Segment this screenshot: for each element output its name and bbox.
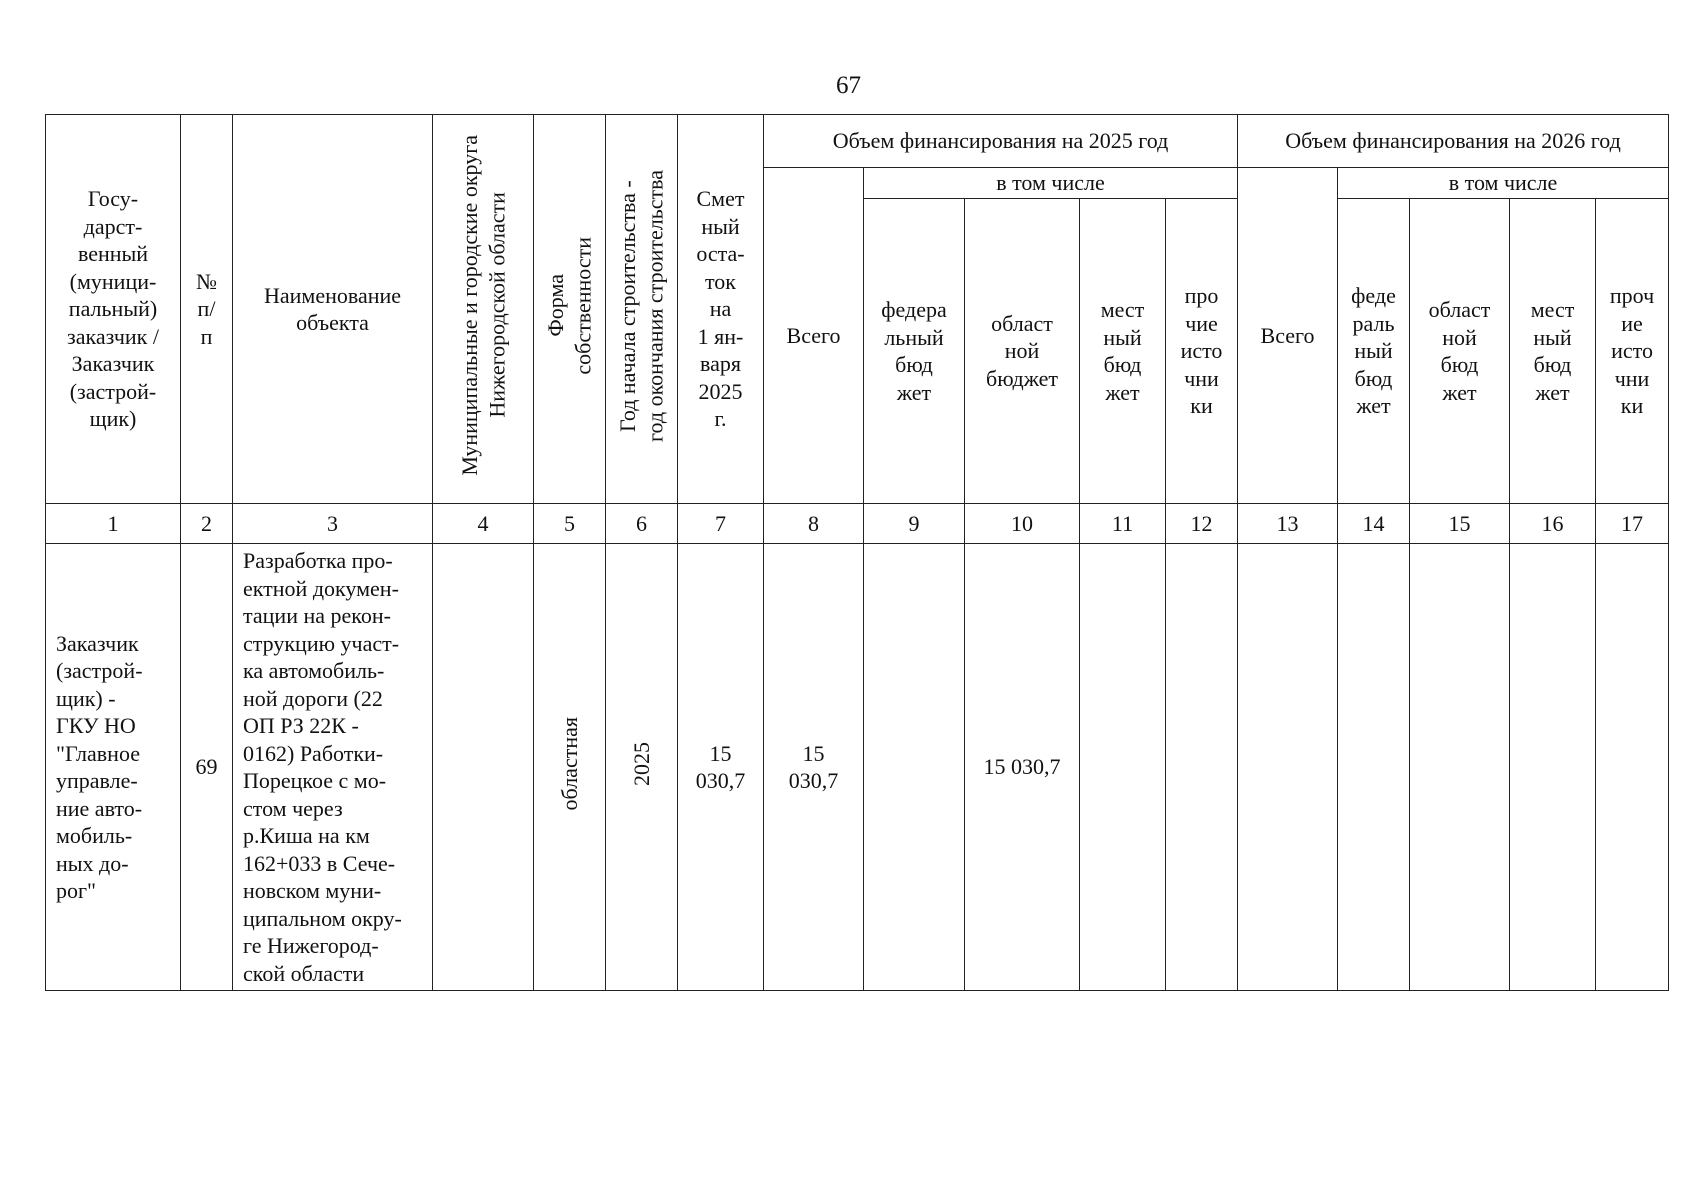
municipal-district-cell bbox=[433, 544, 534, 991]
column-number: 7 bbox=[678, 504, 764, 544]
header-estimate-balance: Смет ный оста- ток на 1 ян- варя 2025 г. bbox=[678, 115, 764, 504]
header-financing-2026: Объем финансирования на 2026 год bbox=[1238, 115, 1669, 168]
header-other-2026: проч ие исто чни ки bbox=[1596, 199, 1669, 504]
header-ownership: Форма собственности bbox=[534, 115, 606, 504]
header-financing-2025: Объем финансирования на 2025 год bbox=[764, 115, 1238, 168]
ownership-cell: областная bbox=[534, 544, 606, 991]
column-number: 11 bbox=[1080, 504, 1166, 544]
federal-2025-cell bbox=[864, 544, 965, 991]
column-number: 1 bbox=[46, 504, 181, 544]
page-number: 67 bbox=[836, 72, 861, 99]
column-number: 10 bbox=[965, 504, 1080, 544]
column-number: 12 bbox=[1166, 504, 1238, 544]
total-2026-cell bbox=[1238, 544, 1338, 991]
header-other-2025: про чие исто чни ки bbox=[1166, 199, 1238, 504]
column-number: 14 bbox=[1338, 504, 1410, 544]
financing-table bbox=[45, 114, 1669, 991]
header-including-2025: в том числе bbox=[864, 168, 1238, 199]
column-number: 8 bbox=[764, 504, 864, 544]
column-number: 13 bbox=[1238, 504, 1338, 544]
construction-years-cell: 2025 bbox=[606, 544, 678, 991]
regional-2025-cell: 15 030,7 bbox=[965, 544, 1080, 991]
column-number: 17 bbox=[1596, 504, 1669, 544]
header-federal-2025: федера льный бюд жет bbox=[864, 199, 965, 504]
header-construction-years: Год начала строительства - год окончания строительства bbox=[606, 115, 678, 504]
table-row bbox=[46, 544, 1669, 991]
header-total-2026: Всего bbox=[1238, 168, 1338, 504]
header-regional-2025: област ной бюджет bbox=[965, 199, 1080, 504]
other-2025-cell bbox=[1166, 544, 1238, 991]
header-including-2026: в том числе bbox=[1338, 168, 1669, 199]
column-number: 15 bbox=[1410, 504, 1510, 544]
column-number: 2 bbox=[181, 504, 233, 544]
header-local-2026: мест ный бюд жет bbox=[1510, 199, 1596, 504]
column-number: 6 bbox=[606, 504, 678, 544]
total-2025-cell: 15 030,7 bbox=[764, 544, 864, 991]
column-number-row bbox=[46, 504, 1669, 544]
regional-2026-cell bbox=[1410, 544, 1510, 991]
header-local-2025: мест ный бюд жет bbox=[1080, 199, 1166, 504]
header-customer: Госу- дарст- венный (муници- пальный) заказчик / Заказчик (застрой- щик) bbox=[46, 115, 181, 504]
column-number: 5 bbox=[534, 504, 606, 544]
column-number: 3 bbox=[233, 504, 433, 544]
header-municipal-districts: Муниципальные и городские округа Нижегородской области bbox=[433, 115, 534, 504]
header-total-2025: Всего bbox=[764, 168, 864, 504]
header-object-name: Наименование объекта bbox=[233, 115, 433, 504]
column-number: 16 bbox=[1510, 504, 1596, 544]
header-regional-2026: област ной бюд жет bbox=[1410, 199, 1510, 504]
local-2025-cell bbox=[1080, 544, 1166, 991]
header-number: № п/ п bbox=[181, 115, 233, 504]
row-number-cell: 69 bbox=[181, 544, 233, 991]
other-2026-cell bbox=[1596, 544, 1669, 991]
object-name-cell: Разработка про- ектной докумен- тации на рекон- струкцию участ- ка автомобиль- ной дороги (22 ОП РЗ 22К - 0162) Работки- Порецкое с мо- стом через р.Киша на км 162+033 в Сече- новском муни- ципальном окру- ге Нижегород- ской области bbox=[233, 544, 433, 991]
local-2026-cell bbox=[1510, 544, 1596, 991]
customer-cell: Заказчик (застрой- щик) - ГКУ НО "Главное управле- ние авто- мобиль- ных до- рог" bbox=[46, 544, 181, 991]
header-federal-2026: феде раль ный бюд жет bbox=[1338, 199, 1410, 504]
column-number: 4 bbox=[433, 504, 534, 544]
column-number: 9 bbox=[864, 504, 965, 544]
estimate-balance-cell: 15 030,7 bbox=[678, 544, 764, 991]
federal-2026-cell bbox=[1338, 544, 1410, 991]
